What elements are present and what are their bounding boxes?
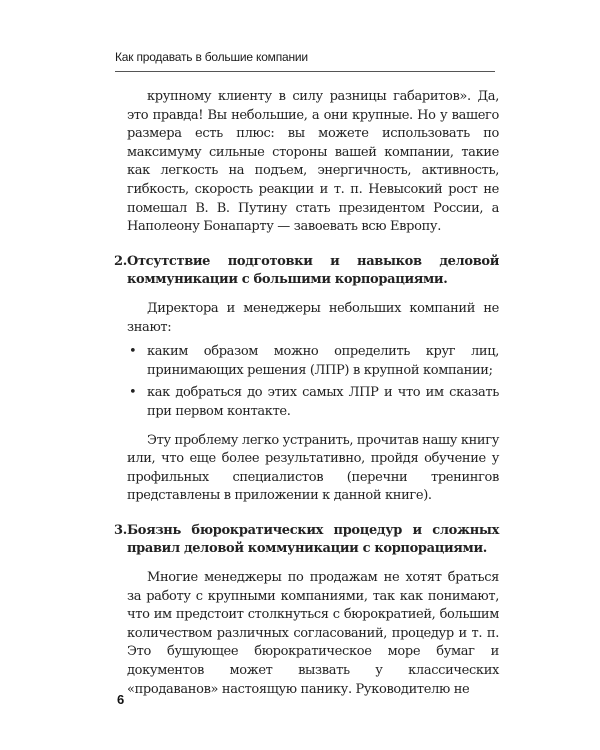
bullet-item	[127, 384, 499, 421]
list-item-2-heading	[114, 253, 499, 290]
page-content	[114, 88, 499, 699]
item-number: 2.	[114, 253, 127, 269]
header-divider	[115, 71, 495, 72]
item-number: 3.	[114, 522, 127, 538]
item-title: Боязнь бюрократических процедур и сложных правил деловой коммуникации с корпорациями.	[127, 522, 499, 557]
paragraph-solution: Эту проблему легко устранить, прочитав нашу книгу или, что еще более результативно, пройдя обучение у профильных специалистов (перечни тренингов представлены в приложении к данной книге).	[127, 432, 499, 504]
paragraph-managers: Многие менеджеры по продажам не хотят браться за работу с крупными компаниями, так как понимают, что им предстоит столкнуться с бюрократией, большим количеством различных согласований, процедур и т. п. Это бушующее бюрократическое море бумаг и документов может вызвать у классических «продаванов» настоящую панику. Руководителю не	[127, 570, 499, 697]
bullet-symbol: •	[129, 385, 137, 401]
paragraph-directors: Директора и менеджеры небольших компаний не знают:	[127, 300, 499, 335]
paragraph-continuation: крупному клиенту в силу разницы габаритов». Да, это правда! Вы небольшие, а они крупные. Но у вашего размера есть плюс: вы можете использовать по максимуму сильные стороны вашей компании, такие как легкость на подъем, энергичность, активность, гибкость, скорость реакции и т. п. Невысокий рост не помешал В. В. Путину стать президентом России, а Наполеону Бонапарту — завоевать всю Европу.	[127, 89, 499, 235]
bullet-item	[127, 343, 499, 380]
bullet-text: каким образом можно определить круг лиц, принимающих решения (ЛПР) в крупной компании;	[147, 344, 499, 378]
running-header: Как продавать в большие компании	[115, 50, 308, 64]
item-title: Отсутствие подготовки и навыков деловой коммуникации с большими корпорациями.	[127, 253, 499, 288]
page-number: 6	[117, 692, 125, 707]
bullet-symbol: •	[129, 344, 137, 360]
bullet-text: как добраться до этих самых ЛПР и что им сказать при первом контакте.	[147, 385, 499, 419]
list-item-3-heading	[114, 522, 499, 559]
bullet-list	[127, 343, 499, 421]
